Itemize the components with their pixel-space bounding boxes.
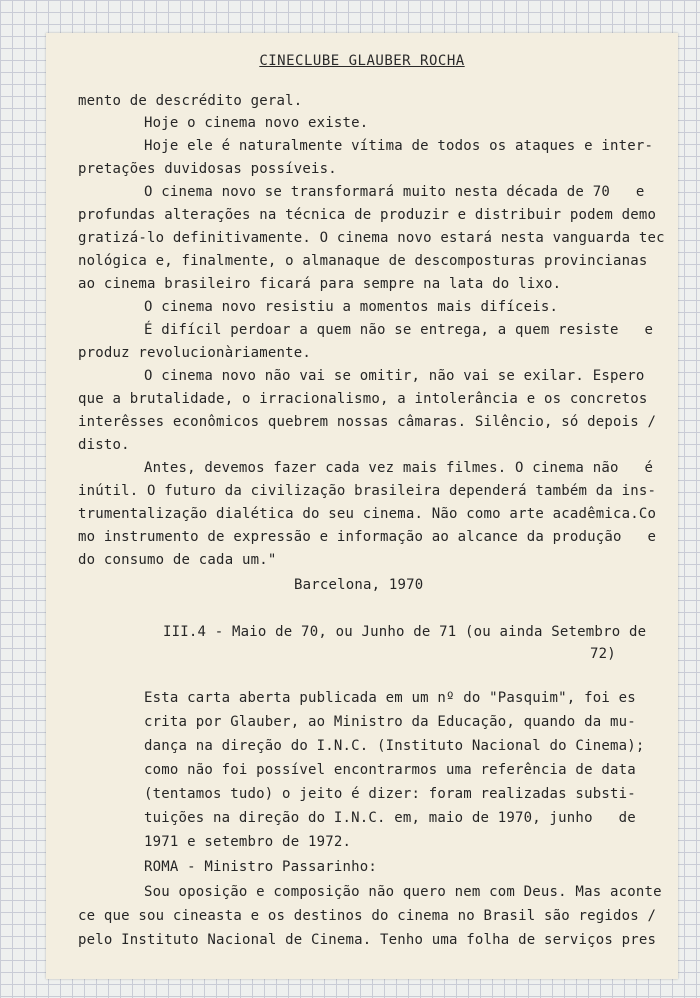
text-line: Hoje o cinema novo existe. xyxy=(144,115,369,131)
text-line: pelo Instituto Nacional de Cinema. Tenho uma folha de serviços pres xyxy=(78,932,657,948)
text-line: Esta carta aberta publicada em um nº do "Pasquim", foi es xyxy=(144,690,636,706)
text-line: que a brutalidade, o irracionalismo, a intolerância e os concretos xyxy=(78,391,648,407)
text-line: Hoje ele é naturalmente vítima de todos os ataques e inter- xyxy=(144,138,654,154)
text-line: crita por Glauber, ao Ministro da Educação, quando da mu- xyxy=(144,714,636,730)
text-line: do consumo de cada um." xyxy=(78,552,277,568)
text-line: produz revolucionàriamente. xyxy=(78,345,311,361)
text-line: como não foi possível encontrarmos uma referência de data xyxy=(144,762,636,778)
letter-salutation: ROMA - Ministro Passarinho: xyxy=(144,859,377,875)
text-line: mo instrumento de expressão e informação ao alcance da produção e xyxy=(78,529,657,545)
text-line: É difícil perdoar a quem não se entrega, a quem resiste e xyxy=(144,322,654,338)
text-line: interêsses econômicos quebrem nossas câmaras. Silêncio, só depois / xyxy=(78,414,657,430)
signature-place-date: Barcelona, 1970 xyxy=(294,577,424,593)
text-line: gratizá-lo definitivamente. O cinema novo estará nesta vanguarda tec xyxy=(78,230,665,246)
text-line: pretações duvidosas possíveis. xyxy=(78,161,337,177)
section-heading-continued: 72) xyxy=(590,646,616,662)
text-line: O cinema novo resistiu a momentos mais difíceis. xyxy=(144,299,559,315)
text-line: disto. xyxy=(78,437,130,453)
text-line: O cinema novo se transformará muito nesta década de 70 e xyxy=(144,184,645,200)
text-line: mento de descrédito geral. xyxy=(78,93,303,109)
text-line: 1971 e setembro de 1972. xyxy=(144,834,352,850)
text-line: Antes, devemos fazer cada vez mais filmes. O cinema não é xyxy=(144,460,654,476)
page-header: CINECLUBE GLAUBER ROCHA xyxy=(259,53,465,69)
text-line: Sou oposição e composição não quero nem com Deus. Mas aconte xyxy=(144,884,662,900)
typewritten-page xyxy=(46,33,678,979)
section-heading: III.4 - Maio de 70, ou Junho de 71 (ou ainda Setembro de xyxy=(163,624,647,640)
text-line: O cinema novo não vai se omitir, não vai se exilar. Espero xyxy=(144,368,645,384)
text-line: profundas alterações na técnica de produzir e distribuir podem demo xyxy=(78,207,657,223)
text-line: tuições na direção do I.N.C. em, maio de 1970, junho de xyxy=(144,810,636,826)
text-line: trumentalização dialética do seu cinema. Não como arte acadêmica.Co xyxy=(78,506,657,522)
text-line: ao cinema brasileiro ficará para sempre na lata do lixo. xyxy=(78,276,562,292)
text-line: dança na direção do I.N.C. (Instituto Nacional do Cinema); xyxy=(144,738,645,754)
text-line: inútil. O futuro da civilização brasileira dependerá também da ins- xyxy=(78,483,657,499)
text-line: ce que sou cineasta e os destinos do cinema no Brasil são regidos / xyxy=(78,908,657,924)
text-line: nológica e, finalmente, o almanaque de descomposturas provincianas xyxy=(78,253,648,269)
text-line: (tentamos tudo) o jeito é dizer: foram realizadas substi- xyxy=(144,786,636,802)
